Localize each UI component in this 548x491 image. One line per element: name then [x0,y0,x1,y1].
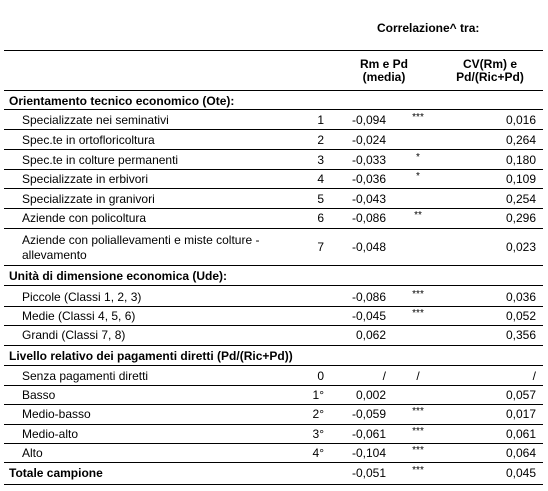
row-rule [4,149,543,150]
section-end-rule [4,265,543,266]
row-value-corr1: -0,059 [351,407,386,421]
section-title-ote: Orientamento tecnico economico (Ote): [9,94,235,108]
row-value-corr2: 0,296 [505,211,536,225]
row-label: Specializzate in erbivori [22,172,149,186]
row-label: Aziende con polialle​vamenti e miste colture - allevamento [22,233,260,262]
row-label: Specializzate nei seminativi [22,113,169,127]
total-value-corr1: -0,051 [351,466,386,480]
section-rule [4,109,543,110]
row-rule [4,208,543,209]
row-label: Spec.te in colture permanenti [22,153,179,167]
row-value-corr2: 0,356 [505,328,536,342]
row-value-corr2: 0,180 [505,153,536,167]
row-label: Medio-alto [22,427,79,441]
row-code: 2 [317,133,324,147]
total-label: Totale campione [9,466,103,480]
row-significance: *** [412,289,424,300]
row-value-corr1: -0,036 [351,172,386,186]
row-value-corr2: 0,023 [505,240,536,254]
row-value-corr2: 0,264 [505,133,536,147]
row-value-corr1: 0,062 [355,328,386,342]
row-code: 6 [317,211,324,225]
col2-header-line2: Pd/(Ric+Pd) [456,70,524,84]
row-code: 3° [312,427,324,441]
row-label: Medie (Classi 4, 5, 6) [22,309,136,323]
row-value-corr1: -0,094 [351,113,386,127]
section-end-rule [4,462,543,463]
col1-header-line2: (media) [362,70,406,84]
row-significance: * [416,152,420,163]
row-label: Spec.te in ortofloricoltura [22,133,155,147]
row-rule [4,129,543,130]
row-value-corr1: -0,045 [351,309,386,323]
row-label: Specializzate in granivori [22,192,155,206]
row-rule [4,325,543,326]
row-label: Grandi (Classi 7, 8) [22,328,126,342]
col2-header-line1: CV(Rm) e [462,57,517,71]
row-rule [4,443,543,444]
row-significance: *** [412,445,424,456]
row-significance: / [416,369,420,383]
row-significance: ** [414,210,422,221]
row-code: 4° [312,446,324,460]
row-code: 5 [317,192,324,206]
row-significance: * [416,171,420,182]
row-rule [4,385,543,386]
section-end-rule [4,345,543,346]
row-significance: *** [412,406,424,417]
row-value-corr2: 0,016 [505,113,536,127]
row-value-corr2: 0,109 [505,172,536,186]
total-significance: *** [412,465,424,476]
row-label: Piccole (Classi 1, 2, 3) [22,290,142,304]
row-value-corr2: 0,061 [505,427,536,441]
row-significance: *** [412,112,424,123]
row-value-corr2: 0,017 [505,407,536,421]
row-value-corr2: 0,254 [505,192,536,206]
row-value-corr2: 0,036 [505,290,536,304]
row-code: 3 [317,153,324,167]
row-label: Medio-basso [22,407,91,421]
row-rule [4,404,543,405]
header-bottom-rule [4,90,543,91]
row-value-corr2: 0,052 [505,309,536,323]
row-value-corr1: 0,002 [355,388,386,402]
row-significance: *** [412,426,424,437]
row-rule [4,306,543,307]
row-value-corr2: / [532,369,536,383]
row-value-corr1: -0,024 [351,133,386,147]
row-value-corr1: -0,048 [351,240,386,254]
row-code: 7 [317,240,324,254]
row-label: Aziende con policoltura [22,211,147,225]
row-rule [4,424,543,425]
row-code: 0 [317,369,324,383]
table-bottom-rule [4,484,543,485]
section-title-ude: Unità di dimensione economica (Ude): [9,269,228,283]
header-top-rule [4,50,543,51]
group-header: Correlazione^ tra: [377,21,480,35]
row-code: 4 [317,172,324,186]
row-label: Alto [22,446,43,460]
total-value-corr2: 0,045 [505,466,536,480]
row-rule [4,169,543,170]
section-rule [4,285,543,286]
row-rule [4,228,543,229]
row-rule [4,188,543,189]
row-value-corr1: -0,033 [351,153,386,167]
row-value-corr1: -0,043 [351,192,386,206]
row-value-corr1: -0,086 [351,290,386,304]
row-label: Senza pagamenti diretti [22,369,149,383]
row-value-corr2: 0,057 [505,388,536,402]
row-value-corr1: -0,061 [351,427,386,441]
row-value-corr1: / [382,369,386,383]
row-significance: *** [412,308,424,319]
row-value-corr1: -0,104 [351,446,386,460]
row-value-corr1: -0,086 [351,211,386,225]
row-code: 2° [312,407,324,421]
row-label: Basso [22,388,56,402]
row-value-corr2: 0,064 [505,446,536,460]
section-rule [4,365,543,366]
row-code: 1° [312,388,324,402]
row-code: 1 [317,113,324,127]
col1-header-line1: Rm e Pd [359,57,408,71]
section-title-payments: Livello relativo dei pagamenti diretti (Pd/(Ric+Pd)) [9,349,293,363]
